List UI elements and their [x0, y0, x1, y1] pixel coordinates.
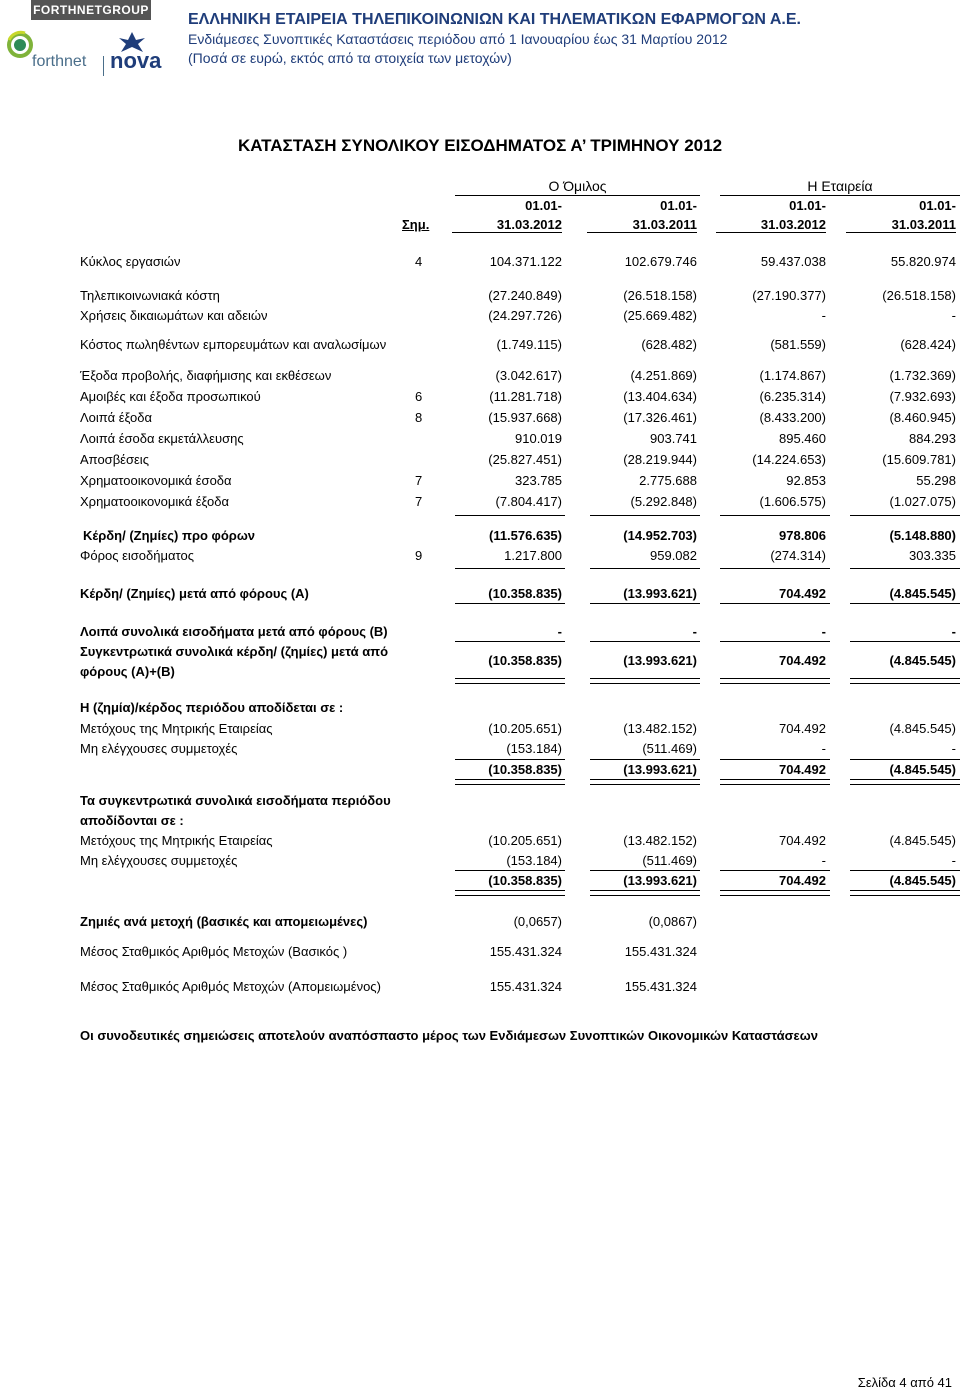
cell-group-2012: 323.785	[515, 473, 562, 488]
cell-group-2011: (13.993.621)	[623, 586, 697, 601]
double-total-line	[720, 678, 830, 684]
table-row	[0, 337, 960, 357]
table-row-eps	[0, 914, 960, 934]
nova-logo-text: nova	[110, 48, 162, 73]
company-header-line	[720, 195, 960, 196]
row-label: Μη ελέγχουσες συμμετοχές	[80, 741, 238, 756]
cell-company-2011: (1.027.075)	[889, 494, 956, 509]
double-total-line	[455, 890, 565, 896]
cell-company-2011: (8.460.945)	[889, 410, 956, 425]
logo-divider	[103, 56, 104, 76]
cell-company-2011: 55.820.974	[890, 254, 956, 269]
cell-company-2011: -	[951, 308, 956, 323]
row-label: Κύκλος εργασιών	[80, 254, 181, 269]
subtotal-line	[590, 759, 700, 760]
cell-company-2011: 884.293	[909, 431, 956, 446]
row-label: Λοιπά έσοδα εκμετάλλευσης	[80, 431, 244, 446]
cell-group-2012: (7.804.417)	[495, 494, 562, 509]
subtotal-line	[455, 568, 565, 569]
table-row-pretax	[0, 528, 960, 548]
cell-group-2011: (5.292.848)	[630, 494, 697, 509]
company-logos	[5, 26, 162, 76]
row-label: Αποσβέσεις	[80, 452, 149, 467]
row-label: Μετόχους της Μητρικής Εταιρείας	[80, 721, 273, 736]
row-note: 6	[415, 389, 423, 404]
table-row	[0, 308, 960, 328]
row-label: Κέρδη/ (Ζημίες) προ φόρων	[83, 528, 256, 543]
subtotal-line	[720, 515, 830, 516]
subtotal-line	[720, 759, 830, 760]
cell-group-2012: (3.042.617)	[495, 368, 562, 383]
group-header-line	[455, 195, 700, 196]
cell-group-2011: (628.482)	[641, 337, 697, 352]
row-label: Μέσος Σταθμικός Αριθμός Μετοχών (Βασικός )	[80, 944, 348, 959]
cell-company-2011: (15.609.781)	[882, 452, 956, 467]
cell-company-2012: 59.437.038	[760, 254, 826, 269]
subtotal-line	[590, 568, 700, 569]
cell-group-2012: 910.019	[515, 431, 562, 446]
subtotal-line	[720, 870, 830, 871]
table-row	[0, 368, 960, 388]
cell-group-2012: (1.749.115)	[496, 337, 562, 352]
cell-group-2012: (11.576.635)	[488, 528, 562, 543]
cell-group-2012: 104.371.122	[489, 254, 562, 269]
period-header-1-line1: 01.01-	[525, 198, 562, 213]
subtotal-line	[720, 641, 830, 642]
cell-group-2012: (10.358.835)	[488, 586, 562, 601]
cell-group-2012: -	[557, 624, 562, 639]
cell-company-2012: (1.174.867)	[759, 368, 826, 383]
table-row	[0, 721, 960, 741]
cell-company-2012: 895.460	[779, 431, 826, 446]
subtotal-line	[455, 759, 565, 760]
cell-group-2012: (10.205.651)	[488, 721, 562, 736]
subtotal-line	[590, 641, 700, 642]
subtotal-line	[720, 568, 830, 569]
cell-group-2012: (0,0657)	[513, 914, 562, 929]
table-row-basic-shares	[0, 944, 960, 964]
cell-company-2012: 92.853	[786, 473, 826, 488]
cell-group-2011: 959.082	[650, 548, 697, 563]
label-line: φόρους (Α)+(Β)	[80, 664, 175, 679]
cell-company-2011: (4.845.545)	[889, 653, 956, 668]
cell-group-2012: (10.358.835)	[488, 653, 562, 668]
statement-title: ΚΑΤΑΣΤΑΣΗ ΣΥΝΟΛΙΚΟΥ ΕΙΣΟΔΗΜΑΤΟΣ Α’ ΤΡΙΜΗΝΟΥ 2012	[237, 136, 723, 155]
cell-group-2012: 155.431.324	[489, 979, 562, 994]
cell-group-2011: (14.952.703)	[623, 528, 697, 543]
row-label: Έξοδα προβολής, διαφήμισης και εκθέσεων	[80, 368, 332, 383]
cell-company-2011: (4.845.545)	[889, 586, 956, 601]
cell-group-2011: (4.251.869)	[630, 368, 697, 383]
cell-group-2012: (24.297.726)	[488, 308, 562, 323]
cell-group-2012: (25.827.451)	[488, 452, 562, 467]
cell-group-2011: (13.404.634)	[623, 389, 697, 404]
period-header-4-line1: 01.01-	[919, 198, 956, 213]
forthnet-group-badge: FORTHNETGROUP	[31, 0, 151, 20]
subtotal-line	[455, 641, 565, 642]
attribution-heading: Η (ζημία)/κέρδος περιόδου αποδίδεται σε :	[80, 700, 344, 715]
company-title: ΕΛΛΗΝΙΚΗ ΕΤΑΙΡΕΙΑ ΤΗΛΕΠΙΚΟΙΝΩΝΙΩΝ ΚΑΙ ΤΗΛΕΜΑΤΙΚΩΝ ΕΦΑΡΜΟΓΩΝ Α.Ε.	[188, 11, 801, 28]
row-note: 7	[415, 494, 423, 509]
subtotal-line	[590, 515, 700, 516]
double-total-line	[720, 779, 830, 785]
row-label: Λοιπά συνολικά εισοδήματα μετά από φόρους (Β)	[80, 624, 388, 639]
total-line	[850, 603, 960, 604]
row-label: Λοιπά έξοδα	[80, 410, 152, 425]
cell-company-2011: 55.298	[916, 473, 956, 488]
footer-note: Οι συνοδευτικές σημειώσεις αποτελούν αναπόσπαστο μέρος των Ενδιάμεσων Συνοπτικών Οικονομικών Καταστάσεων	[80, 1028, 818, 1043]
period-header-4-underline	[846, 232, 956, 233]
page-number: Σελίδα 4 από 41	[857, 1375, 952, 1390]
double-total-line	[850, 678, 960, 684]
cell-group-2011: (511.469)	[642, 853, 697, 868]
cell-company-2011: -	[951, 741, 956, 756]
double-total-line	[850, 779, 960, 785]
row-label: Φόρος εισοδήματος	[80, 548, 194, 563]
cell-company-2012: (14.224.653)	[752, 452, 826, 467]
cell-company-2011: (7.932.693)	[889, 389, 956, 404]
row-note: 8	[415, 410, 423, 425]
cell-group-2012: 155.431.324	[489, 944, 562, 959]
subtotal-line	[590, 870, 700, 871]
double-total-line	[590, 678, 700, 684]
period-header-2-underline	[587, 232, 697, 233]
row-label: Κέρδη/ (Ζημίες) μετά από φόρους (Α)	[80, 586, 309, 601]
row-label: Κόστος πωληθέντων εμπορευμάτων και αναλωσίμων	[80, 337, 387, 352]
cell-company-2012: (581.559)	[770, 337, 826, 352]
cell-group-2012: (153.184)	[506, 741, 562, 756]
cell-company-2012: (274.314)	[770, 548, 826, 563]
cell-company-2011: -	[951, 853, 956, 868]
row-label: Μέσος Σταθμικός Αριθμός Μετοχών (Απομειωμένος)	[80, 979, 381, 994]
company-column-header: Η Εταιρεία	[807, 178, 873, 194]
period-header-2-line1: 01.01-	[660, 198, 697, 213]
table-row	[0, 254, 960, 274]
table-row	[0, 288, 960, 308]
double-total-line	[455, 678, 565, 684]
period-subtitle: Ενδιάμεσες Συνοπτικές Καταστάσεις περιόδου από 1 Ιανουαρίου έως 31 Μαρτίου 2012	[188, 31, 728, 47]
cell-group-2011: 2.775.688	[639, 473, 697, 488]
cell-group-2012: (10.358.835)	[488, 873, 562, 888]
cell-company-2012: 704.492	[779, 833, 826, 848]
subtotal-line	[850, 568, 960, 569]
row-label: Χρηματοοικονομικά έξοδα	[80, 494, 229, 509]
subtotal-line	[455, 870, 565, 871]
cell-group-2012: 1.217.800	[504, 548, 562, 563]
cell-company-2012: 704.492	[779, 762, 826, 777]
cell-group-2011: 102.679.746	[624, 254, 697, 269]
note-column-header: Σημ.	[402, 217, 430, 232]
table-row	[0, 494, 960, 514]
double-total-line	[850, 890, 960, 896]
row-label: Μη ελέγχουσες συμμετοχές	[80, 853, 238, 868]
cell-group-2012: (27.240.849)	[488, 288, 562, 303]
period-header-3-underline	[716, 232, 826, 233]
table-row	[0, 548, 960, 568]
table-row	[0, 452, 960, 472]
forthnet-logo-icon	[5, 30, 35, 60]
row-label: Ζημιές ανά μετοχή (βασικές και απομειωμένες)	[80, 914, 368, 929]
cell-group-2011: -	[692, 624, 697, 639]
cell-company-2012: 704.492	[779, 873, 826, 888]
cell-group-2011: 903.741	[650, 431, 697, 446]
cell-group-2011: (26.518.158)	[623, 288, 697, 303]
table-row	[0, 473, 960, 493]
row-note: 7	[415, 473, 423, 488]
period-header-4-line2: 31.03.2011	[891, 217, 956, 232]
cell-group-2012: (15.937.668)	[488, 410, 562, 425]
subtotal-line	[850, 870, 960, 871]
cell-group-2011: (511.469)	[642, 741, 697, 756]
cell-group-2011: (28.219.944)	[623, 452, 697, 467]
cell-group-2012: (11.281.718)	[489, 389, 562, 404]
table-row	[0, 389, 960, 409]
cell-company-2012: 704.492	[779, 653, 826, 668]
period-header-3-line2: 31.03.2012	[760, 217, 826, 232]
table-row	[0, 431, 960, 451]
cell-group-2011: (13.482.152)	[623, 833, 697, 848]
attribution-heading	[80, 791, 391, 831]
row-label: Χρήσεις δικαιωμάτων και αδειών	[80, 308, 268, 323]
cell-group-2011: (17.326.461)	[623, 410, 697, 425]
cell-group-2011: (25.669.482)	[623, 308, 697, 323]
period-header-2-line2: 31.03.2011	[632, 217, 697, 232]
label-line: αποδίδονται σε :	[80, 813, 184, 828]
cell-company-2011: (4.845.545)	[889, 721, 956, 736]
cell-company-2012: (6.235.314)	[759, 389, 826, 404]
cell-group-2011: (0,0867)	[648, 914, 697, 929]
table-row	[0, 741, 960, 761]
cell-company-2011: (4.845.545)	[889, 833, 956, 848]
cell-company-2011: (4.845.545)	[889, 873, 956, 888]
subtotal-line	[455, 515, 565, 516]
cell-company-2012: 704.492	[779, 721, 826, 736]
cell-company-2012: 978.806	[779, 528, 826, 543]
table-row	[0, 410, 960, 430]
row-label: Μετόχους της Μητρικής Εταιρείας	[80, 833, 273, 848]
row-note: 4	[415, 254, 423, 269]
double-total-line	[720, 890, 830, 896]
cell-company-2012: (8.433.200)	[759, 410, 826, 425]
cell-company-2011: (26.518.158)	[882, 288, 956, 303]
total-line	[455, 603, 565, 604]
period-header-3-line1: 01.01-	[789, 198, 826, 213]
table-row	[0, 833, 960, 853]
cell-company-2012: -	[821, 853, 826, 868]
double-total-line	[590, 890, 700, 896]
table-row-total-comprehensive	[0, 653, 960, 673]
total-line	[720, 603, 830, 604]
cell-group-2011: (13.993.621)	[623, 873, 697, 888]
cell-group-2011: (13.993.621)	[623, 762, 697, 777]
cell-group-2012: (153.184)	[506, 853, 562, 868]
cell-company-2011: -	[951, 624, 956, 639]
row-label: Χρηματοοικονομικά έσοδα	[80, 473, 232, 488]
cell-company-2011: (5.148.880)	[889, 528, 956, 543]
subtotal-line	[850, 641, 960, 642]
group-column-header: Ο Όμιλος	[548, 178, 607, 194]
cell-company-2011: (628.424)	[900, 337, 956, 352]
cell-company-2012: (1.606.575)	[759, 494, 826, 509]
forthnet-logo-text: forthnet	[32, 53, 87, 70]
double-total-line	[590, 779, 700, 785]
cell-group-2011: 155.431.324	[624, 944, 697, 959]
period-header-1-underline	[452, 232, 562, 233]
cell-group-2011: 155.431.324	[624, 979, 697, 994]
total-line	[590, 603, 700, 604]
label-line: Τα συγκεντρωτικά συνολικά εισοδήματα περιόδου	[80, 793, 391, 808]
cell-company-2012: (27.190.377)	[752, 288, 826, 303]
label-line: Συγκεντρωτικά συνολικά κέρδη/ (ζημίες) μετά από	[80, 644, 389, 659]
amounts-subtitle: (Ποσά σε ευρώ, εκτός από τα στοιχεία των μετοχών)	[188, 50, 512, 66]
cell-company-2011: (4.845.545)	[889, 762, 956, 777]
cell-company-2012: -	[821, 624, 826, 639]
cell-group-2011: (13.993.621)	[623, 653, 697, 668]
cell-company-2012: -	[821, 308, 826, 323]
cell-company-2012: -	[821, 741, 826, 756]
row-label: Αμοιβές και έξοδα προσωπικού	[80, 389, 261, 404]
double-total-line	[455, 779, 565, 785]
cell-company-2011: 303.335	[909, 548, 956, 563]
row-label: Τηλεπικοινωνιακά κόστη	[80, 288, 220, 303]
cell-group-2012: (10.358.835)	[488, 762, 562, 777]
table-row-diluted-shares	[0, 979, 960, 999]
row-note: 9	[415, 548, 423, 563]
cell-company-2011: (1.732.369)	[889, 368, 956, 383]
subtotal-line	[850, 759, 960, 760]
cell-company-2012: 704.492	[779, 586, 826, 601]
period-header-1-line2: 31.03.2012	[496, 217, 562, 232]
subtotal-line	[850, 515, 960, 516]
cell-group-2012: (10.205.651)	[488, 833, 562, 848]
cell-group-2011: (13.482.152)	[623, 721, 697, 736]
